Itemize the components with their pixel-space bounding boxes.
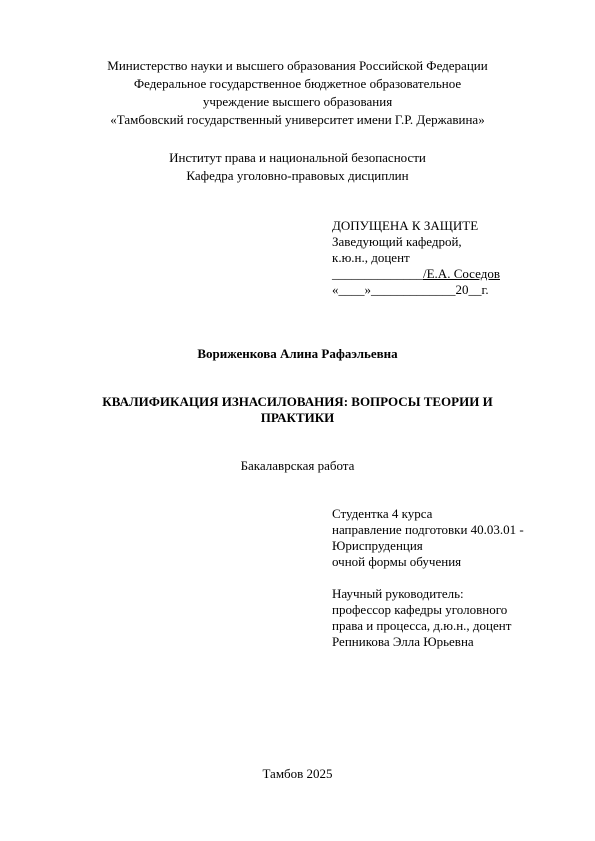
supervisor-position-line1: профессор кафедры уголовного — [332, 602, 508, 617]
supervisor-name: Репникова Элла Юрьевна — [332, 634, 474, 649]
university-name: «Тамбовский государственный университет имени Г.Р. Державина» — [110, 112, 485, 127]
thesis-title-line1: КВАЛИФИКАЦИЯ ИЗНАСИЛОВАНИЯ: ВОПРОСЫ ТЕОРИИ И — [102, 394, 493, 409]
ministry-line: Министерство науки и высшего образования Российской Федерации — [107, 58, 488, 73]
student-direction: направление подготовки 40.03.01 - — [332, 522, 524, 537]
department-name: Кафедра уголовно-правовых дисциплин — [186, 168, 409, 183]
supervisor-label: Научный руководитель: — [332, 586, 464, 601]
approval-position: Заведующий кафедрой, — [332, 234, 462, 249]
student-study-form: очной формы обучения — [332, 554, 462, 569]
signature-blank: ______________ — [332, 266, 423, 281]
student-specialty: Юриспруденция — [332, 538, 423, 553]
institution-type-line: Федеральное государственное бюджетное образовательное — [133, 76, 462, 91]
approval-date-line: «____»_____________20__г. — [332, 282, 489, 297]
approval-degree: к.ю.н., доцент — [332, 250, 410, 265]
author-name: Вориженкова Алина Рафаэльевна — [197, 346, 398, 361]
supervisor-position-line2: права и процесса, д.ю.н., доцент — [332, 618, 512, 633]
city-year: Тамбов 2025 — [262, 766, 333, 781]
approval-signature-line — [332, 266, 500, 282]
approval-title: ДОПУЩЕНА К ЗАЩИТЕ — [332, 218, 479, 233]
signature-name: /Е.А. Соседов — [423, 266, 500, 281]
thesis-title-line2: ПРАКТИКИ — [260, 410, 335, 425]
institution-level-line: учреждение высшего образования — [202, 94, 393, 109]
institute-name: Институт права и национальной безопасности — [169, 150, 426, 165]
student-course: Студентка 4 курса — [332, 506, 433, 521]
thesis-type: Бакалаврская работа — [240, 458, 355, 473]
